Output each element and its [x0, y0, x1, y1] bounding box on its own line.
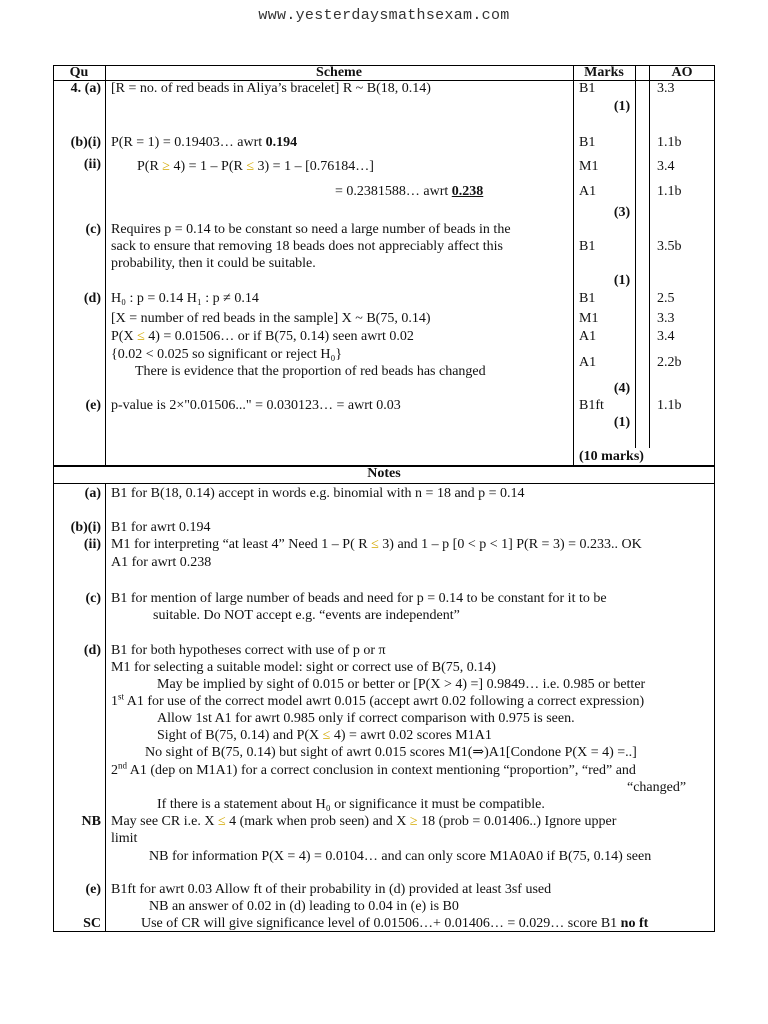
note-bii-a1: A1 for awrt 0.238 [111, 555, 212, 570]
notes-title: Notes [367, 466, 401, 481]
label-4a: 4. (a) [70, 81, 101, 96]
note-nb-line1: May see CR i.e. X ≤ 4 (mark when prob seen) and X ≥ 18 (prob = 0.01406..) Ignore upper [111, 814, 617, 829]
mark-4bii-a1: A1 [579, 184, 597, 199]
note-d-changed: “changed” [627, 780, 687, 795]
scheme-4d-model: [X = number of red beads in the sample] X ~ B(75, 0.14) [111, 311, 431, 326]
grand-total: (10 marks) [579, 449, 644, 464]
total-4e: (1) [613, 415, 631, 430]
note-d-implied: May be implied by sight of 0.015 or better or [P(X > 4) =] 0.9849… i.e. 0.985 or better [157, 677, 646, 692]
note-d-m1: M1 for selecting a suitable model: sight or correct use of B(75, 0.14) [111, 660, 496, 675]
mark-4d-a1-second: A1 [579, 355, 597, 370]
mark-4bii-m1: M1 [579, 159, 599, 174]
scheme-4d-hypotheses: H₀ : p = 0.14 H₁ : p ≠ 0.14 [111, 291, 259, 306]
scheme-4d-significance: {0.02 < 0.025 so significant or reject H₀} [111, 347, 343, 362]
total-4b: (3) [613, 205, 631, 220]
scheme-4c-line3: probability, then it could be suitable. [111, 256, 316, 271]
note-d-compatible: If there is a statement about H₀ or significance it must be compatible. [157, 797, 545, 812]
ao-4d-a1: 3.4 [657, 329, 675, 344]
label-4c: (c) [85, 222, 101, 237]
note-label-e: (e) [85, 882, 101, 897]
label-4d: (d) [83, 291, 101, 306]
note-label-c: (c) [85, 591, 101, 606]
header-ao: AO [671, 65, 693, 80]
site-url-header: www.yesterdaysmathsexam.com [258, 7, 510, 24]
mark-scheme-sheet [53, 65, 715, 931]
note-d-sight: Sight of B(75, 0.14) and P(X ≤ 4) = awrt 0.02 scores M1A1 [157, 728, 492, 743]
note-bi-text: B1 for awrt 0.194 [111, 520, 211, 535]
note-d-b1: B1 for both hypotheses correct with use of p or π [111, 643, 386, 658]
ao-4c: 3.5b [657, 239, 682, 254]
note-sc-text: Use of CR will give significance level of 0.01506…+ 0.01406… = 0.029… score B1 no ft [141, 916, 649, 931]
header-qu: Qu [69, 65, 89, 80]
mark-4c: B1 [579, 239, 596, 254]
total-4c: (1) [613, 273, 631, 288]
scheme-4d-probability: P(X ≤ 4) = 0.01506… or if B(75, 0.14) seen awrt 0.02 [111, 329, 414, 344]
scheme-4d-conclusion: There is evidence that the proportion of red beads has changed [135, 364, 486, 379]
note-d-first-a1: 1st A1 for use of the correct model awrt 0.015 (accept awrt 0.02 following a correct expression) [111, 691, 645, 709]
scheme-4a-text: [R = no. of red beads in Aliya’s bracelet] R ~ B(18, 0.14) [111, 81, 431, 96]
qu-column-divider [105, 65, 106, 466]
scheme-4bi-text: P(R = 1) = 0.19403… awrt 0.194 [111, 135, 298, 150]
ao-4e: 1.1b [657, 398, 682, 413]
mark-4d-m1: M1 [579, 311, 599, 326]
scheme-4bii-line1: P(R ≥ 4) = 1 – P(R ≤ 3) = 1 – [0.76184…] [137, 159, 374, 174]
header-scheme: Scheme [316, 65, 362, 80]
label-4bii: (ii) [83, 157, 101, 172]
scheme-4bii-line2: = 0.2381588… awrt 0.238 [335, 184, 484, 199]
note-c-line1: B1 for mention of large number of beads and need for p = 0.14 to be constant for it to be [111, 591, 607, 606]
scheme-4c-line1: Requires p = 0.14 to be constant so need a large number of beads in the [111, 222, 511, 237]
note-label-nb: NB [81, 814, 101, 829]
note-label-bi: (b)(i) [70, 520, 101, 535]
note-nb-line2: limit [111, 831, 138, 846]
ao-4d-a1-second: 2.2b [657, 355, 682, 370]
note-c-line2: suitable. Do NOT accept e.g. “events are independent” [153, 608, 460, 623]
note-e-line1: B1ft for awrt 0.03 Allow ft of their probability in (d) provided at least 3sf used [111, 882, 552, 897]
note-label-d: (d) [83, 643, 101, 658]
header-marks: Marks [584, 65, 624, 80]
scheme-column-divider [573, 65, 574, 466]
ao-4bii-a1: 1.1b [657, 184, 682, 199]
note-bii-text: M1 for interpreting “at least 4” Need 1 – P( R ≤ 3) and 1 – p [0 < p < 1] P(R = 3) = 0.233.. OK [111, 537, 642, 552]
total-4a: (1) [613, 99, 631, 114]
scheme-4e-text: p-value is 2×"0.01506..." = 0.030123… = awrt 0.03 [111, 398, 401, 413]
note-d-second-a1: 2nd A1 (dep on M1A1) for a correct conclusion in context mentioning “proportion”, “red” and [111, 760, 636, 778]
scheme-4c-line2: sack to ensure that removing 18 beads does not appreciably affect this [111, 239, 504, 254]
ao-4d-m1: 3.3 [657, 311, 675, 326]
ao-4a: 3.3 [657, 81, 675, 96]
total-4d: (4) [613, 381, 631, 396]
ao-4bi: 1.1b [657, 135, 682, 150]
note-label-bii: (ii) [83, 537, 101, 552]
label-4e: (e) [85, 398, 101, 413]
note-label-a: (a) [84, 486, 101, 501]
notes-label-divider [105, 483, 106, 932]
mark-4d-b1: B1 [579, 291, 596, 306]
ao-4bii-m1: 3.4 [657, 159, 675, 174]
mark-4d-a1: A1 [579, 329, 597, 344]
note-e-line2: NB an answer of 0.02 in (d) leading to 0.04 in (e) is B0 [149, 899, 459, 914]
label-4bi: (b)(i) [70, 135, 101, 150]
mark-4e: B1ft [579, 398, 604, 413]
note-a-text: B1 for B(18, 0.14) accept in words e.g. binomial with n = 18 and p = 0.14 [111, 486, 525, 501]
mark-4a: B1 [579, 81, 596, 96]
note-d-no-sight: No sight of B(75, 0.14) but sight of awrt 0.015 scores M1(⇒)A1[Condone P(X = 4) =..] [145, 745, 637, 760]
mark-4bi: B1 [579, 135, 596, 150]
note-label-sc: SC [83, 916, 101, 931]
notes-header-divider [53, 483, 715, 484]
ao-4d-b1: 2.5 [657, 291, 675, 306]
note-nb-line3: NB for information P(X = 4) = 0.0104… and can only score M1A0A0 if B(75, 0.14) seen [149, 849, 652, 864]
note-d-allow: Allow 1st A1 for awrt 0.985 only if correct comparison with 0.975 is seen. [157, 711, 575, 726]
